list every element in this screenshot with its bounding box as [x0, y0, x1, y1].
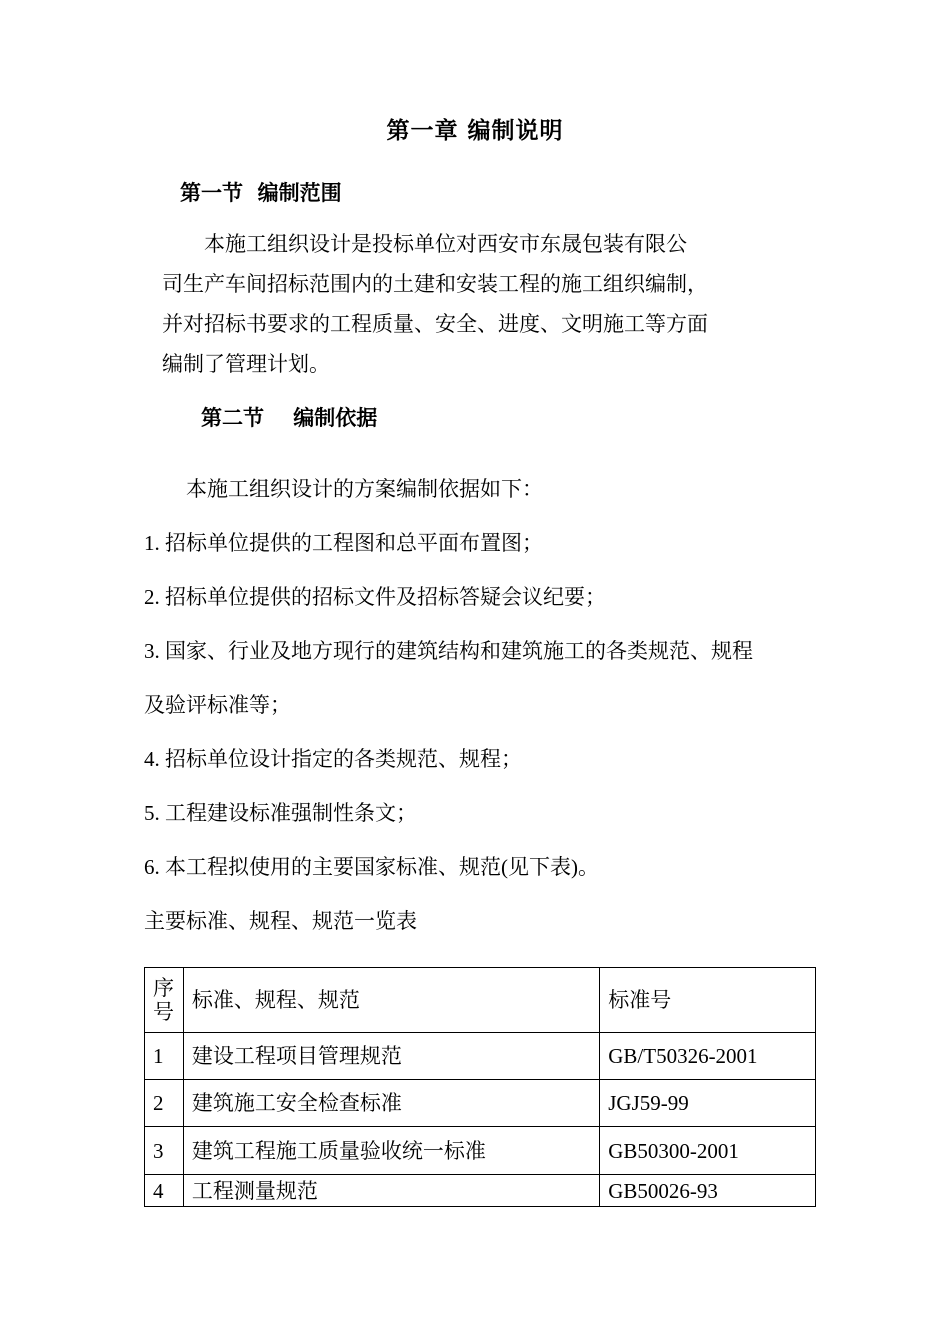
- basis-item: 2. 招标单位提供的招标文件及招标答疑会议纪要；: [144, 585, 606, 609]
- cell-code: GB50026-93: [600, 1175, 816, 1207]
- cell-name: 工程测量规范: [183, 1175, 599, 1207]
- scope-paragraph-line: 并对招标书要求的工程质量、安全、进度、文明施工等方面: [162, 312, 708, 336]
- standards-table: [144, 967, 816, 1207]
- table-row: [145, 1175, 816, 1207]
- basis-item-continued: 及验评标准等；: [144, 693, 291, 717]
- section-title-basis: 第二节 编制依据: [201, 406, 378, 430]
- cell-code: GB/T50326-2001: [600, 1033, 816, 1080]
- table-header-row: [145, 968, 816, 1033]
- basis-item: 1. 招标单位提供的工程图和总平面布置图；: [144, 531, 543, 555]
- scope-paragraph-line: 本施工组织设计是投标单位对西安市东晟包装有限公: [162, 232, 687, 256]
- section-title-scope: 第一节 编制范围: [180, 181, 342, 205]
- cell-no: 3: [145, 1127, 184, 1175]
- table-caption: 主要标准、规程、规范一览表: [144, 909, 417, 933]
- cell-name: 建筑施工安全检查标准: [183, 1080, 599, 1127]
- table-row: [145, 1127, 816, 1175]
- cell-no: 1: [145, 1033, 184, 1080]
- table-row: [145, 1033, 816, 1080]
- cell-no: 4: [145, 1175, 184, 1207]
- basis-item: 4. 招标单位设计指定的各类规范、规程；: [144, 747, 522, 771]
- header-cell-name: 标准、规程、规范: [183, 968, 599, 1033]
- cell-code: JGJ59-99: [600, 1080, 816, 1127]
- basis-lead: 本施工组织设计的方案编制依据如下：: [144, 477, 543, 501]
- basis-item: 3. 国家、行业及地方现行的建筑结构和建筑施工的各类规范、规程: [144, 639, 753, 663]
- cell-name: 建设工程项目管理规范: [183, 1033, 599, 1080]
- scope-paragraph: [162, 224, 802, 384]
- header-cell-code: 标准号: [600, 968, 816, 1033]
- basis-item: 6. 本工程拟使用的主要国家标准、规范(见下表)。: [144, 855, 599, 879]
- cell-code: GB50300-2001: [600, 1127, 816, 1175]
- header-cell-no: [145, 968, 184, 1033]
- basis-item: 5. 工程建设标准强制性条文；: [144, 801, 417, 825]
- table-row: [145, 1080, 816, 1127]
- cell-name: 建筑工程施工质量验收统一标准: [183, 1127, 599, 1175]
- cell-no: 2: [145, 1080, 184, 1127]
- header-no-label: 序号: [153, 976, 174, 1024]
- scope-paragraph-line: 司生产车间招标范围内的土建和安装工程的施工组织编制，: [162, 272, 708, 296]
- scope-paragraph-line: 编制了管理计划。: [162, 352, 330, 376]
- chapter-title: 第一章 编制说明: [386, 118, 564, 144]
